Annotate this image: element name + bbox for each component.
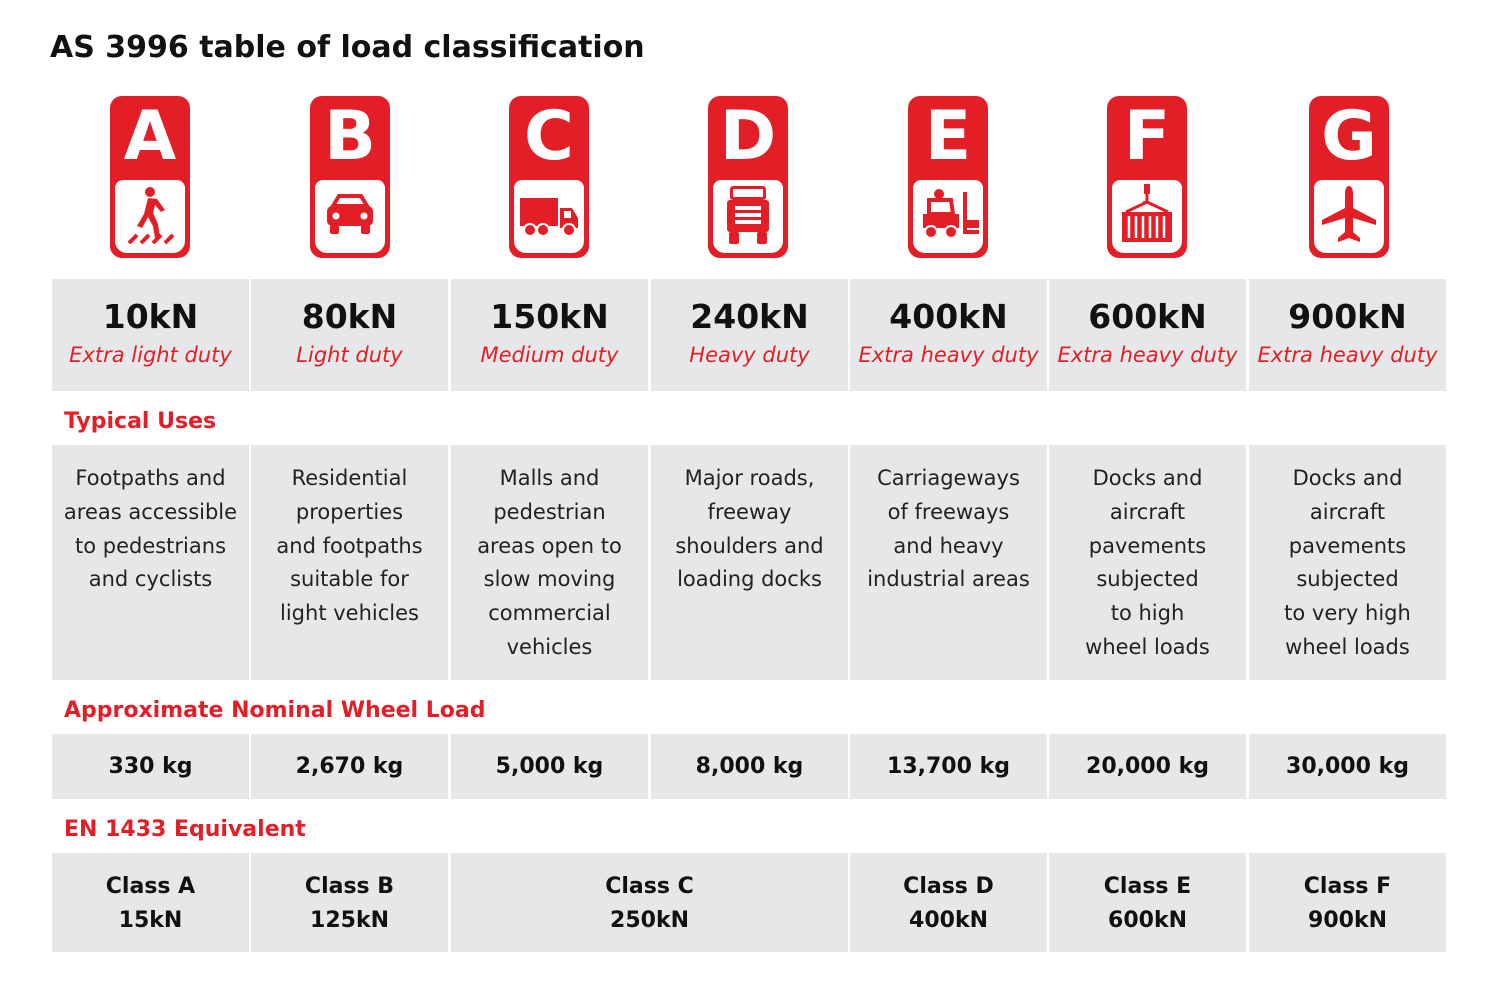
uses-line: Malls and xyxy=(499,466,600,490)
uses-line: of freeways xyxy=(887,499,1010,524)
en1433-load: 900kN xyxy=(1308,908,1387,933)
load-value: 600kN xyxy=(1088,297,1207,336)
en1433-cell xyxy=(251,853,448,952)
load-cell xyxy=(1049,279,1246,391)
en1433-class: Class C xyxy=(605,874,694,899)
typical-uses-row xyxy=(52,445,1446,680)
car-icon xyxy=(315,180,385,253)
load-value: 240kN xyxy=(690,297,809,336)
wheel-load-cell xyxy=(52,734,249,799)
class-letter: F xyxy=(1123,97,1171,176)
uses-line: wheel loads xyxy=(1285,634,1410,659)
class-letter: E xyxy=(924,97,972,176)
en1433-value xyxy=(251,870,448,938)
class-badge-f xyxy=(1107,96,1187,258)
uses-line: Major roads, xyxy=(684,466,815,490)
load-rating-row xyxy=(52,279,1446,391)
load-value: 900kN xyxy=(1288,297,1407,336)
uses-line: aircraft xyxy=(1109,499,1186,524)
class-badge-b xyxy=(310,96,390,258)
wheel-load-value: 13,700 kg xyxy=(887,754,1010,779)
class-letter: B xyxy=(324,97,376,176)
uses-line: subjected xyxy=(1096,567,1199,592)
semi-truck-icon xyxy=(713,180,783,253)
wheel-load-cell xyxy=(850,734,1047,799)
uses-cell xyxy=(451,445,648,680)
wheel-load-value: 5,000 kg xyxy=(495,754,604,779)
uses-text xyxy=(1053,462,1242,665)
uses-line: freeway xyxy=(707,499,792,524)
uses-line: areas open to xyxy=(477,533,622,558)
uses-text xyxy=(455,462,644,665)
uses-line: vehicles xyxy=(506,634,593,659)
en1433-class: Class E xyxy=(1103,874,1192,899)
uses-line: light vehicles xyxy=(280,601,419,626)
uses-line: and heavy xyxy=(893,533,1004,558)
en1433-load: 400kN xyxy=(909,908,988,933)
uses-line: slow moving xyxy=(483,567,616,592)
en1433-heading: EN 1433 Equivalent xyxy=(64,817,306,842)
forklift-icon xyxy=(913,180,983,253)
uses-line: properties xyxy=(295,499,404,524)
class-badge-a xyxy=(110,96,190,258)
en1433-load: 600kN xyxy=(1108,908,1187,933)
en1433-cell xyxy=(850,853,1047,952)
en1433-load: 250kN xyxy=(610,908,689,933)
uses-line: pedestrian xyxy=(493,499,606,524)
uses-cell xyxy=(52,445,249,680)
load-cell xyxy=(52,279,249,391)
uses-text xyxy=(854,462,1043,597)
class-badge-d xyxy=(708,96,788,258)
uses-text xyxy=(655,462,844,597)
duty-label: Light duty xyxy=(296,343,403,367)
uses-line: subjected xyxy=(1296,567,1399,592)
en1433-value xyxy=(1049,870,1246,938)
uses-cell xyxy=(1049,445,1246,680)
wheel-load-cell xyxy=(1249,734,1446,799)
en1433-value xyxy=(52,870,249,938)
load-value: 150kN xyxy=(490,297,609,336)
delivery-truck-icon xyxy=(514,180,584,253)
uses-line: to very high xyxy=(1284,601,1411,626)
load-value: 80kN xyxy=(301,297,398,336)
uses-line: and cyclists xyxy=(88,567,213,592)
load-value: 10kN xyxy=(102,297,199,336)
wheel-load-cell xyxy=(651,734,848,799)
duty-label: Extra light duty xyxy=(69,343,232,367)
uses-line: commercial xyxy=(488,601,611,626)
en1433-value xyxy=(1249,870,1446,938)
duty-label: Extra heavy duty xyxy=(1057,343,1238,367)
uses-cell xyxy=(850,445,1047,680)
class-badge-g xyxy=(1309,96,1389,258)
uses-text xyxy=(56,462,245,597)
en1433-cell xyxy=(1049,853,1246,952)
uses-cell xyxy=(1249,445,1446,680)
uses-line: Docks and xyxy=(1092,466,1203,490)
wheel-load-value: 2,670 kg xyxy=(295,754,404,779)
load-cell xyxy=(850,279,1047,391)
wheel-load-row xyxy=(52,734,1446,799)
en1433-class: Class A xyxy=(105,874,196,899)
load-cell xyxy=(451,279,648,391)
duty-label: Extra heavy duty xyxy=(858,343,1039,367)
en1433-row xyxy=(52,853,1446,952)
uses-line: to pedestrians xyxy=(74,533,227,558)
uses-text xyxy=(1253,462,1442,665)
uses-cell xyxy=(251,445,448,680)
en1433-class: Class D xyxy=(903,874,994,899)
wheel-load-cell xyxy=(451,734,648,799)
load-cell xyxy=(1249,279,1446,391)
uses-line: industrial areas xyxy=(867,567,1030,592)
en1433-cell xyxy=(52,853,249,952)
uses-line: pavements xyxy=(1288,533,1407,558)
class-letter: G xyxy=(1321,97,1377,176)
class-letter: C xyxy=(524,97,574,176)
wheel-load-cell xyxy=(1049,734,1246,799)
uses-line: pavements xyxy=(1088,533,1207,558)
uses-line: to high xyxy=(1110,601,1185,626)
en1433-cell xyxy=(1249,853,1446,952)
uses-line: shoulders and xyxy=(675,533,824,558)
en1433-class: Class B xyxy=(304,874,395,899)
pedestrian-icon xyxy=(115,180,185,253)
en1433-value xyxy=(850,870,1047,938)
airplane-icon xyxy=(1314,180,1384,253)
en1433-value xyxy=(451,870,848,938)
uses-text xyxy=(255,462,444,631)
uses-line: Footpaths and xyxy=(75,466,226,490)
uses-line: suitable for xyxy=(290,567,409,592)
en1433-load: 15kN xyxy=(118,908,183,933)
en1433-load: 125kN xyxy=(310,908,389,933)
en1433-class: Class F xyxy=(1303,874,1392,899)
wheel-load-value: 30,000 kg xyxy=(1286,754,1409,779)
duty-label: Extra heavy duty xyxy=(1257,343,1438,367)
load-value: 400kN xyxy=(889,297,1008,336)
duty-label: Medium duty xyxy=(480,343,619,367)
class-badge-e xyxy=(908,96,988,258)
uses-line: wheel loads xyxy=(1085,634,1210,659)
uses-line: Carriageways xyxy=(877,466,1020,490)
uses-line: areas accessible xyxy=(63,499,238,524)
en1433-cell xyxy=(451,853,848,952)
page-title: AS 3996 table of load classification xyxy=(50,30,645,65)
uses-line: loading docks xyxy=(677,567,822,592)
wheel-load-heading: Approximate Nominal Wheel Load xyxy=(64,698,486,723)
wheel-load-cell xyxy=(251,734,448,799)
class-badges xyxy=(52,96,1446,262)
load-cell xyxy=(251,279,448,391)
uses-line: aircraft xyxy=(1309,499,1386,524)
uses-cell xyxy=(651,445,848,680)
uses-line: Residential xyxy=(291,466,408,490)
duty-label: Heavy duty xyxy=(689,343,810,367)
uses-line: Docks and xyxy=(1292,466,1403,490)
uses-line: and footpaths xyxy=(276,533,423,558)
class-letter: D xyxy=(719,97,777,176)
shipping-container-crane-icon xyxy=(1112,180,1182,253)
typical-uses-heading: Typical Uses xyxy=(64,409,217,434)
load-cell xyxy=(651,279,848,391)
wheel-load-value: 8,000 kg xyxy=(695,754,804,779)
class-badge-c xyxy=(509,96,589,258)
wheel-load-value: 20,000 kg xyxy=(1086,754,1209,779)
wheel-load-value: 330 kg xyxy=(108,754,193,779)
class-letter: A xyxy=(123,97,177,176)
